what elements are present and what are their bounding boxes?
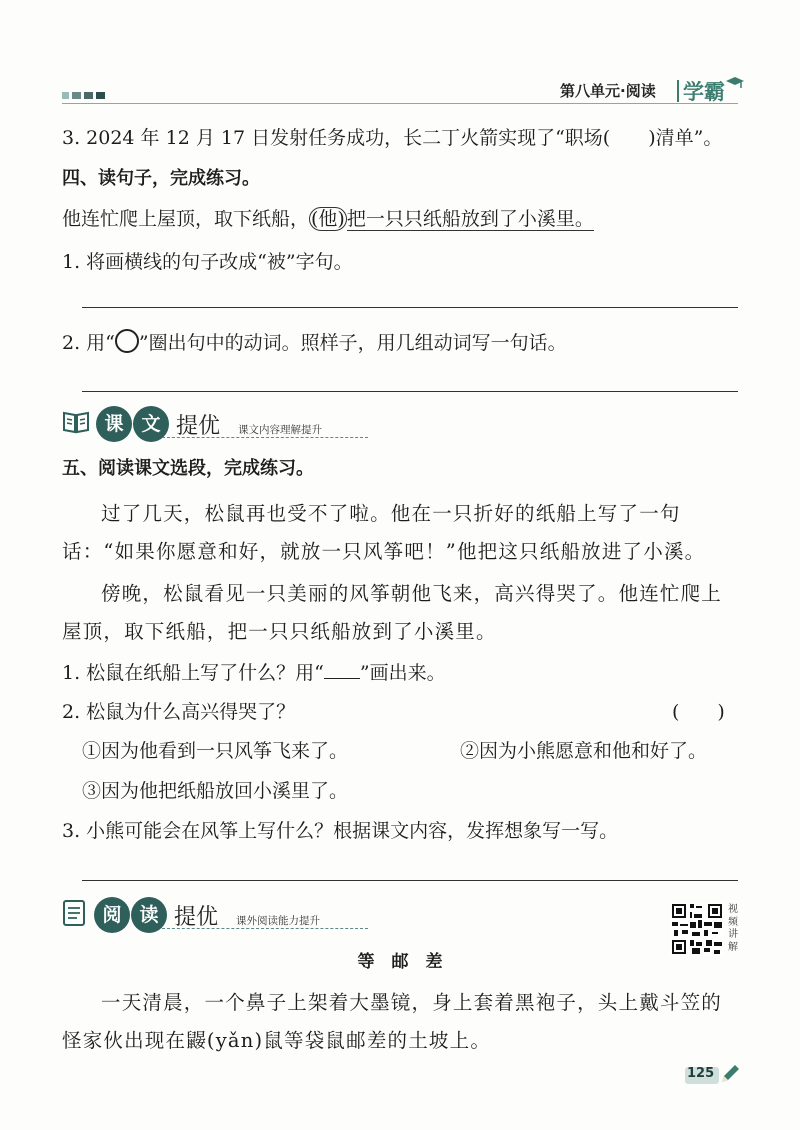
header-rule <box>62 103 738 104</box>
underlined-sentence: 把一只只纸船放到了小溪里。 <box>346 208 594 230</box>
banner-kewen <box>62 404 322 444</box>
banner-yuedu-underline <box>162 928 368 929</box>
section-four-sentence <box>62 207 594 231</box>
banner-yuedu <box>62 895 320 935</box>
q2-text-b: ”圈出句中的动词。照样子，用几组动词写一句话。 <box>138 332 567 354</box>
circle-symbol-icon <box>115 329 139 353</box>
question-3: 3. 2024 年 12 月 17 日发射任务成功，长二丁火箭实现了“职场( )清单”。 <box>62 127 723 149</box>
brand-logo: 学霸 <box>683 80 725 104</box>
banner-kewen-char1: 课 <box>96 406 132 442</box>
underline-blank <box>324 678 360 679</box>
section-five-para1: 过了几天，松鼠再也受不了啦。他在一只折好的纸船上写了一句话：“如果你愿意和好，就放一只风筝吧！”他把这只纸船放进了小溪。 <box>62 502 706 563</box>
open-book-icon <box>62 409 90 439</box>
header-divider <box>677 80 679 102</box>
q2-text-a: 2. 用“ <box>62 332 115 354</box>
story-title: 等 邮 差 <box>357 952 443 972</box>
answer-bracket: ( ) <box>672 701 725 723</box>
banner-kewen-underline <box>162 437 368 438</box>
section-four-title: 四、读句子，完成练习。 <box>62 168 260 189</box>
story-para1: 一天清晨，一个鼻子上架着大墨镜，身上套着黑袍子，头上戴斗笠的怪家伙出现在鼹(yǎn)鼠等袋鼠邮差的土坡上。 <box>62 991 723 1052</box>
unit-label: 第八单元·阅读 <box>560 82 656 100</box>
header-squares <box>62 92 105 99</box>
answer-line-1 <box>82 307 738 308</box>
answer-line-2 <box>82 391 738 392</box>
banner-yuedu-subtitle: 课外阅读能力提升 <box>236 914 321 927</box>
section-five-q2: 2. 松鼠为什么高兴得哭了？ <box>62 701 296 723</box>
section-five-title: 五、阅读课文选段，完成练习。 <box>62 458 314 479</box>
banner-yuedu-title: 提优 <box>174 904 219 930</box>
section-four-q2 <box>62 329 567 355</box>
option-1: ①因为他看到一只风筝飞来了。 <box>82 740 349 762</box>
qr-side-text: 视频讲解 <box>728 904 738 953</box>
option-2: ②因为小熊愿意和他和好了。 <box>460 740 708 762</box>
banner-kewen-subtitle: 课文内容理解提升 <box>238 423 323 436</box>
list-icon <box>62 899 88 931</box>
banner-kewen-char2: 文 <box>133 406 169 442</box>
banner-yuedu-char2: 读 <box>131 897 167 933</box>
answer-line-3 <box>82 880 738 881</box>
q1-text-b: ”画出来。 <box>359 662 446 684</box>
q1-text-a: 1. 松鼠在纸船上写了什么？用“ <box>62 662 324 684</box>
section-four-q1: 1. 将画横线的句子改成“被”字句。 <box>62 251 353 273</box>
banner-yuedu-char1: 阅 <box>94 897 130 933</box>
circled-word: (他) <box>311 208 345 230</box>
pencil-icon <box>718 1062 742 1090</box>
sentence-part-a: 他连忙爬上屋顶，取下纸船， <box>62 208 310 230</box>
section-five-q3: 3. 小熊可能会在风筝上写什么？根据课文内容，发挥想象写一写。 <box>62 820 619 842</box>
banner-kewen-title: 提优 <box>176 413 221 439</box>
page-number: 125 <box>687 1066 715 1081</box>
section-five-para2: 傍晚，松鼠看见一只美丽的风筝朝他飞来，高兴得哭了。他连忙爬上屋顶，取下纸船，把一只只纸船放到了小溪里。 <box>62 582 723 643</box>
section-five-q1 <box>62 661 446 685</box>
option-3: ③因为他把纸船放回小溪里了。 <box>82 780 349 802</box>
graduation-cap-icon <box>726 75 744 94</box>
